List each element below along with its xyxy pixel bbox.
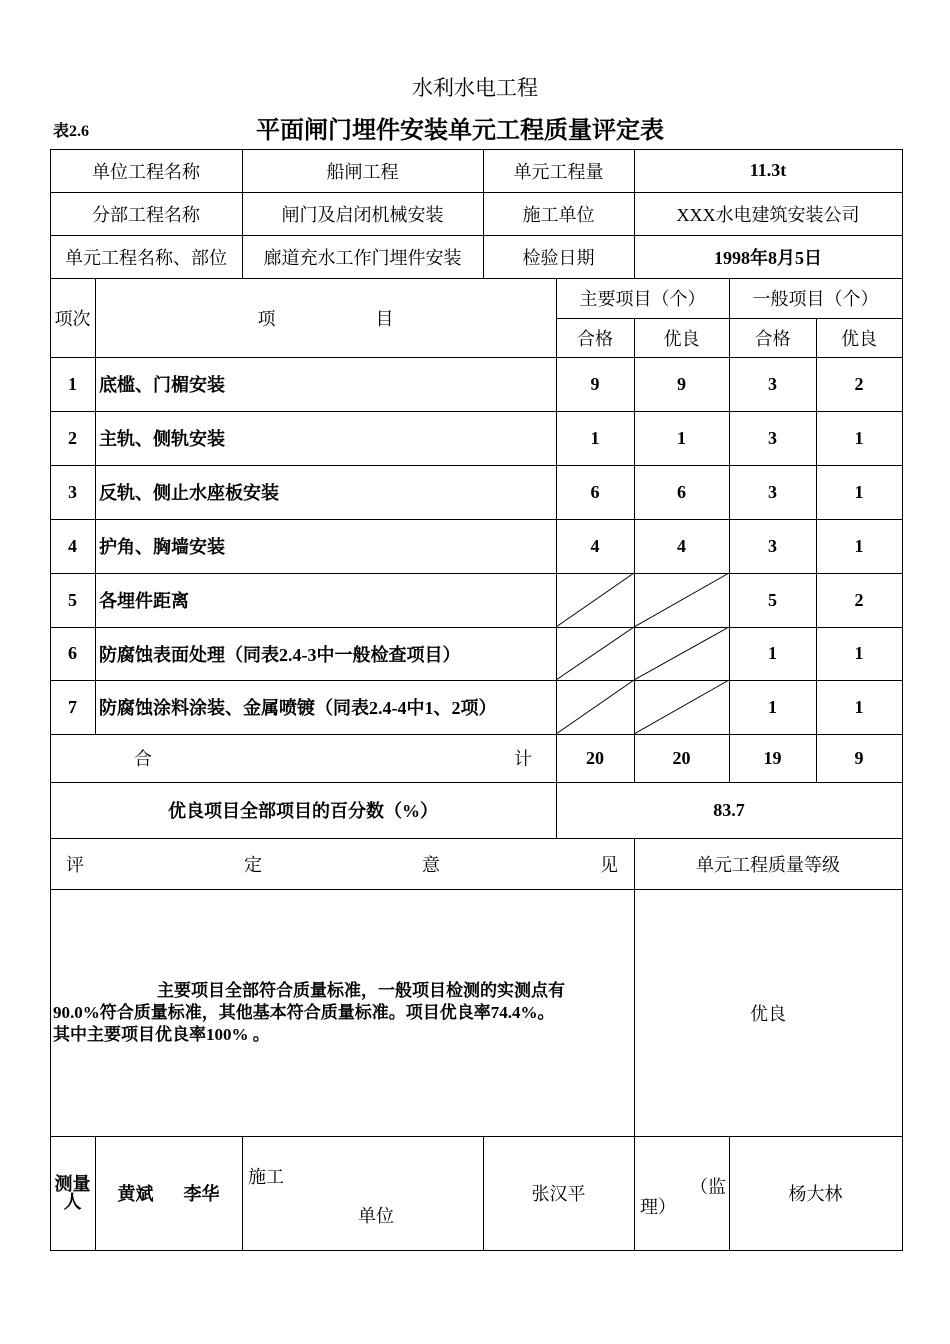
row-name: 防腐蚀涂料涂装、金属喷镀（同表2.4-4中1、2项） [99, 698, 497, 718]
quality-grade-label: 单元工程质量等级 [696, 854, 840, 875]
row-general-qualified: 1 [768, 696, 777, 717]
row-general-qualified: 3 [768, 535, 777, 556]
row-main-excellent: 1 [677, 427, 686, 448]
construct-label-1: 施工 [248, 1167, 284, 1187]
assessment-header-4: 见 [600, 854, 618, 875]
unit-name-label: 单元工程名称、部位 [65, 247, 227, 268]
assessment-header [50, 838, 634, 889]
row-general-qualified: 3 [768, 481, 777, 502]
assessment-text-line2: 90.0%符合质量标准，其他基本符合质量标准。项目优良率74.4%。 [53, 1003, 555, 1022]
slash-row5-main-excellent [634, 573, 729, 627]
row-general-qualified: 5 [768, 589, 777, 610]
supervise-label-2: 理） [640, 1197, 676, 1217]
row-general-excellent: 1 [854, 427, 864, 448]
inspect-date-label: 检验日期 [522, 247, 595, 268]
col-item-header [95, 278, 556, 357]
unit-project-value: 船闸工程 [326, 161, 399, 182]
supervise-name: 杨大林 [788, 1184, 843, 1204]
unit-quantity-label: 单元工程量 [513, 161, 604, 182]
row-no: 5 [68, 589, 77, 610]
row-main-excellent: 4 [677, 535, 686, 556]
sub-project-value: 闸门及启闭机械安装 [281, 204, 444, 225]
main-excellent-header: 优良 [663, 328, 700, 349]
row-name: 防腐蚀表面处理（同表2.4-3中一般检查项目） [99, 644, 461, 665]
header-line1: 水利水电工程 [412, 76, 538, 100]
construct-name: 张汉平 [531, 1184, 586, 1204]
row-general-excellent: 1 [854, 535, 864, 556]
assessment-text-line1: 主要项目全部符合质量标准，一般项目检测的实测点有 [157, 981, 565, 1000]
slash-row7-main-excellent [634, 680, 729, 734]
row-general-excellent: 1 [854, 481, 864, 502]
general-excellent-header: 优良 [841, 328, 877, 349]
total-main-qualified: 20 [586, 747, 604, 768]
row-general-excellent: 1 [854, 696, 864, 717]
row-name: 各埋件距离 [99, 591, 189, 611]
unit-name-value: 廊道充水工作门埋件安装 [263, 247, 462, 268]
survey-names [95, 1136, 242, 1250]
unit-project-label: 单位工程名称 [92, 161, 200, 182]
quality-grade-value: 优良 [750, 1003, 786, 1024]
survey-name-1: 黄斌 [117, 1184, 154, 1204]
contractor-value: XXX水电建筑安装公司 [676, 204, 860, 225]
row-name: 护角、胸墙安装 [99, 537, 225, 557]
col-item-header-a: 项 [257, 308, 276, 329]
assessment-text-line3: 其中主要项目优良率100% 。 [53, 1025, 270, 1044]
row-no: 3 [68, 481, 77, 502]
row-main-excellent: 6 [677, 481, 686, 502]
row-general-qualified: 1 [768, 643, 777, 663]
total-general-qualified: 19 [763, 747, 782, 768]
row-general-qualified: 3 [768, 427, 777, 448]
main-qualified-header: 合格 [577, 328, 613, 349]
assessment-text [53, 980, 628, 1046]
sub-project-label: 分部工程名称 [92, 204, 200, 225]
slash-row7-main-qualified [556, 680, 634, 734]
page-title: 平面闸门埋件安装单元工程质量评定表 [256, 118, 664, 144]
assessment-header-2: 定 [244, 854, 262, 875]
row-general-excellent: 2 [854, 373, 864, 394]
row-name: 主轨、侧轨安装 [99, 429, 225, 449]
row-no: 2 [68, 427, 77, 448]
main-items-header: 主要项目（个） [579, 289, 706, 309]
row-main-excellent: 9 [677, 373, 686, 394]
total-label-b: 计 [514, 749, 532, 769]
total-label-a: 合 [134, 749, 152, 769]
slash-row5-main-qualified [556, 573, 634, 627]
row-main-qualified: 6 [590, 481, 600, 502]
col-index-header: 项次 [54, 308, 91, 329]
col-item-header-b: 目 [375, 308, 394, 329]
row-main-qualified: 1 [590, 427, 600, 448]
row-main-qualified: 9 [590, 373, 600, 394]
excellent-percentage-value: 83.7 [713, 799, 745, 820]
row-name: 反轨、侧止水座板安装 [99, 483, 279, 503]
construct-label-2: 单位 [358, 1206, 394, 1226]
row-no: 1 [68, 373, 77, 394]
row-general-excellent: 2 [854, 589, 864, 610]
slash-row6-main-qualified [556, 627, 634, 680]
row-no: 4 [68, 535, 77, 556]
survey-label-2: 人 [63, 1192, 82, 1212]
table-number: 表2.6 [53, 123, 90, 140]
total-general-excellent: 9 [854, 747, 864, 768]
assessment-header-3: 意 [422, 854, 440, 875]
row-name: 底槛、门楣安装 [99, 375, 225, 395]
survey-name-2: 李华 [183, 1184, 220, 1204]
survey-label-1: 测量 [54, 1174, 91, 1194]
unit-quantity-value: 11.3t [749, 160, 787, 180]
general-items-header: 一般项目（个） [752, 289, 879, 309]
inspect-date-value: 1998年8月5日 [714, 247, 822, 268]
survey-label [50, 1136, 95, 1250]
row-general-excellent: 1 [854, 643, 864, 663]
row-main-qualified: 4 [590, 535, 600, 556]
general-qualified-header: 合格 [754, 328, 791, 349]
row-no: 7 [68, 696, 77, 717]
excellent-percentage-label: 优良项目全部项目的百分数（%） [168, 801, 438, 821]
row-general-qualified: 3 [768, 373, 777, 394]
contractor-label: 施工单位 [522, 204, 595, 225]
slash-row6-main-excellent [634, 627, 729, 680]
total-label [50, 734, 556, 782]
assessment-header-1: 评 [66, 854, 84, 875]
row-no: 6 [68, 643, 77, 663]
supervise-label-1: （监 [690, 1177, 726, 1197]
total-main-excellent: 20 [672, 747, 691, 768]
